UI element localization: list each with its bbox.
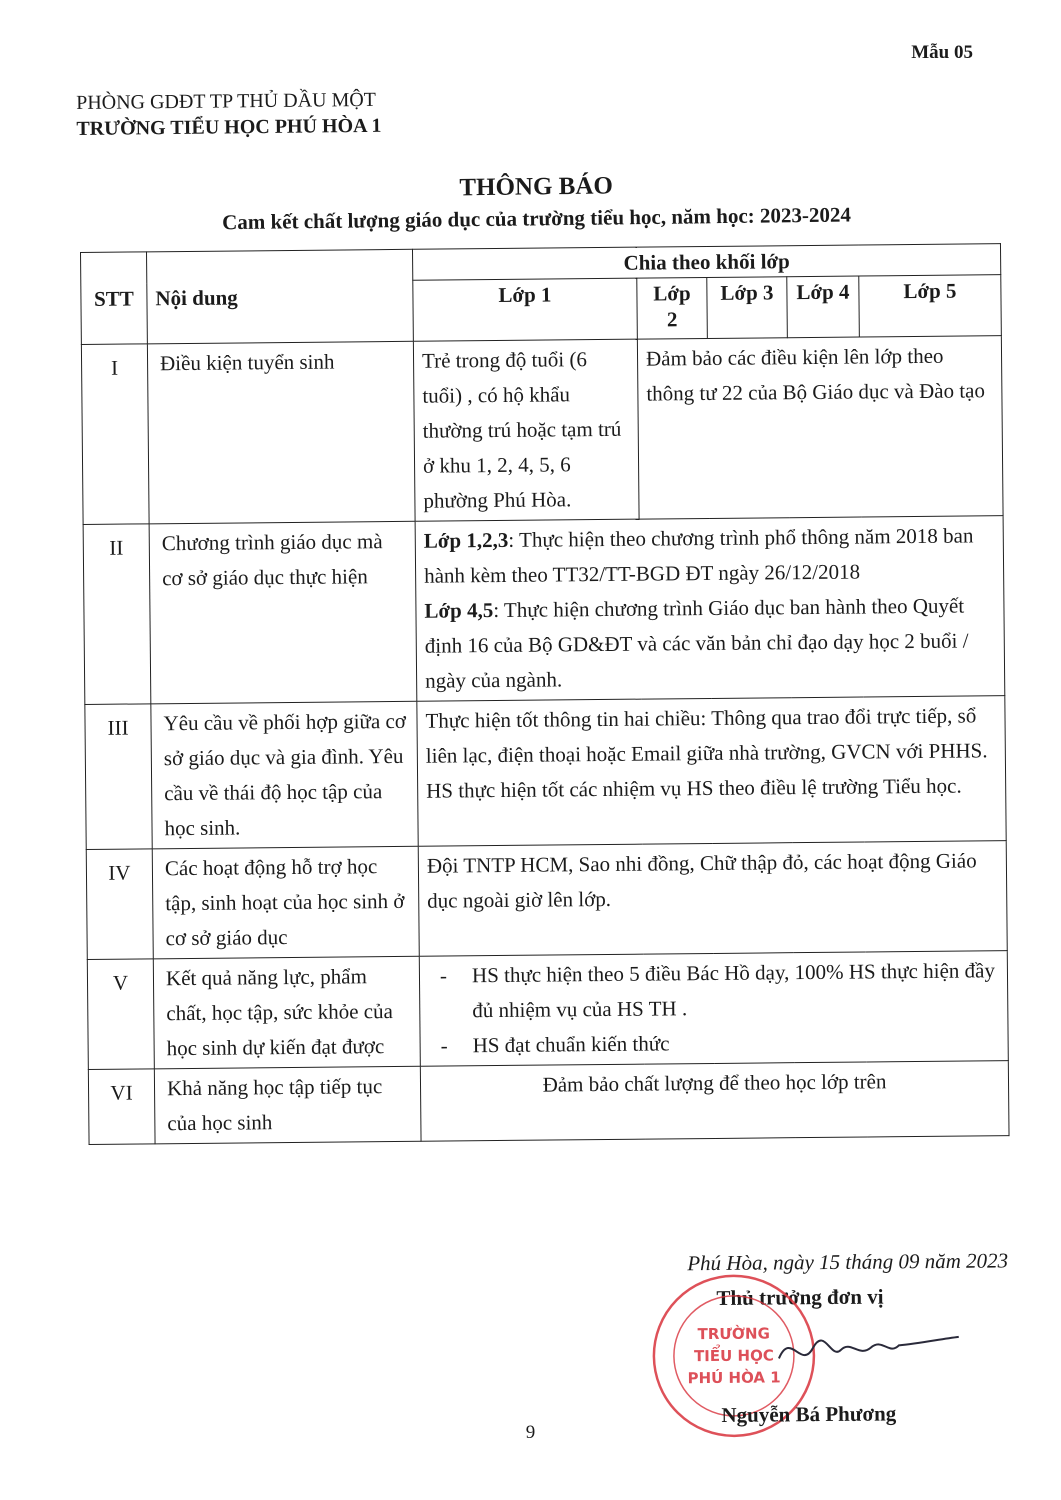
curriculum-part-1-text: : Thực hiện theo chương trình phổ thông năm 2018 ban hành kèm theo TT32/TT-BGD ĐT ngày 26/12/2018 [424, 523, 974, 588]
page-number: 9 [525, 1422, 536, 1443]
table-row [83, 516, 1005, 705]
school-name: TRƯỜNG TIỂU HỌC PHÚ HÒA 1 [76, 114, 382, 140]
table-row [88, 1061, 1009, 1145]
row-stt: V [87, 959, 154, 1070]
continuation-cell: Đảm bảo chất lượng để theo học lớp trên [420, 1061, 1009, 1142]
header-grade-5: Lớp 5 [859, 275, 1002, 337]
table-row [85, 696, 1006, 850]
row-stt: III [85, 704, 152, 850]
svg-text:TIỂU HỌC: TIỂU HỌC [693, 1346, 774, 1366]
organization-header [76, 87, 382, 142]
table-row [87, 951, 1008, 1070]
grade1-condition: Trẻ trong độ tuổi (6 tuổi) , có hộ khẩu thường trú hoặc tạm trú ở khu 1, 2, 4, 5, 6 phường Phú Hòa. [413, 339, 639, 521]
row-stt: II [83, 524, 151, 705]
row-stt: I [81, 344, 149, 525]
curriculum-cell [415, 516, 1005, 702]
curriculum-part-2-label: Lớp 4,5 [424, 598, 494, 623]
activities-cell: Đội TNTP HCM, Sao nhi đồng, Chữ thập đỏ, các hoạt động Giáo dục ngoài giờ lên lớp. [418, 841, 1007, 957]
table-row [81, 336, 1003, 525]
signer-name: Nguyễn Bá Phương [721, 1401, 897, 1427]
row-content: Khả năng học tập tiếp tục của học sinh [154, 1066, 421, 1144]
other-grades-condition: Đảm bảo các điều kiện lên lớp theo thông tư 22 của Bộ Giáo dục và Đào tạo [637, 336, 1003, 519]
curriculum-part-2 [424, 588, 996, 698]
form-code: Mẫu 05 [911, 42, 973, 63]
header-grade-3: Lớp 3 [707, 277, 788, 339]
title-block [76, 167, 997, 238]
curriculum-part-1-label: Lớp 1,2,3 [423, 527, 509, 553]
header-grade-group: Chia theo khối lớp [412, 244, 1000, 281]
document-title: THÔNG BÁO [459, 172, 614, 202]
row-content: Yêu cầu về phối hợp giữa cơ sở giáo dục và gia đình. Yêu cầu về thái độ học tập của học sinh. [151, 701, 418, 849]
header-stt: STT [81, 252, 148, 345]
curriculum-part-2-text: : Thực hiện chương trình Giáo dục ban hành theo Quyết định 16 của Bộ GD&ĐT và các văn bản chỉ đạo dạy học 2 buổi / ngày của ngành. [424, 593, 969, 693]
row-stt: IV [86, 849, 153, 960]
cooperation-text-1: Thực hiện tốt thông tin hai chiều: Thông qua trao đổi trực tiếp, sổ liên lạc, điện thoại hoặc Email giữa nhà trường, GVCN với PHHS. [425, 703, 988, 768]
cooperation-cell [417, 696, 1006, 847]
list-item: - HS thực hiện theo 5 điều Bác Hồ dạy, 100% HS thực hiện đầy đủ nhiệm vụ của HS TH . [428, 953, 1000, 1028]
row-stt: VI [88, 1069, 155, 1145]
row-content: Kết quả năng lực, phẩm chất, học tập, sức khỏe của học sinh dự kiến đạt được [153, 956, 420, 1069]
svg-text:TRƯỜNG: TRƯỜNG [697, 1324, 770, 1344]
header-grade-2: Lớp 2 [637, 277, 708, 339]
commitment-table-wrapper [80, 243, 1009, 1145]
row-content: Chương trình giáo dục mà cơ sở giáo dục thực hiện [149, 521, 417, 704]
results-list [428, 953, 1000, 1063]
table-row [86, 841, 1007, 960]
row-content: Các hoạt động hỗ trợ học tập, sinh hoạt của học sinh ở cơ sở giáo dục [152, 846, 419, 959]
signature-block [600, 1248, 1021, 1427]
signature-icon [761, 1319, 962, 1381]
header-grade-1: Lớp 1 [413, 278, 638, 341]
header-grade-4: Lớp 4 [787, 276, 860, 338]
curriculum-part-1 [424, 518, 996, 593]
results-cell [419, 951, 1008, 1067]
svg-text:PHÚ HÒA 1: PHÚ HÒA 1 [687, 1368, 781, 1388]
signer-role: Thủ trưởng đơn vị [716, 1284, 884, 1310]
document-subtitle: Cam kết chất lượng giáo dục của trường tiểu học, năm học: 2023-2024 [221, 202, 852, 235]
header-content: Nội dung [147, 249, 414, 344]
commitment-table [80, 243, 1010, 1145]
list-item: - HS đạt chuẩn kiến thức [428, 1023, 999, 1063]
cooperation-text-2: HS thực hiện tốt các nhiệm vụ HS theo điều lệ trường Tiểu học. [426, 773, 962, 803]
department-name: PHÒNG GDĐT TP THỦ DẦU MỘT [76, 88, 377, 114]
row-content: Điều kiện tuyển sinh [147, 341, 415, 524]
signing-date: Phú Hòa, ngày 15 tháng 09 năm 2023 [687, 1248, 1009, 1276]
